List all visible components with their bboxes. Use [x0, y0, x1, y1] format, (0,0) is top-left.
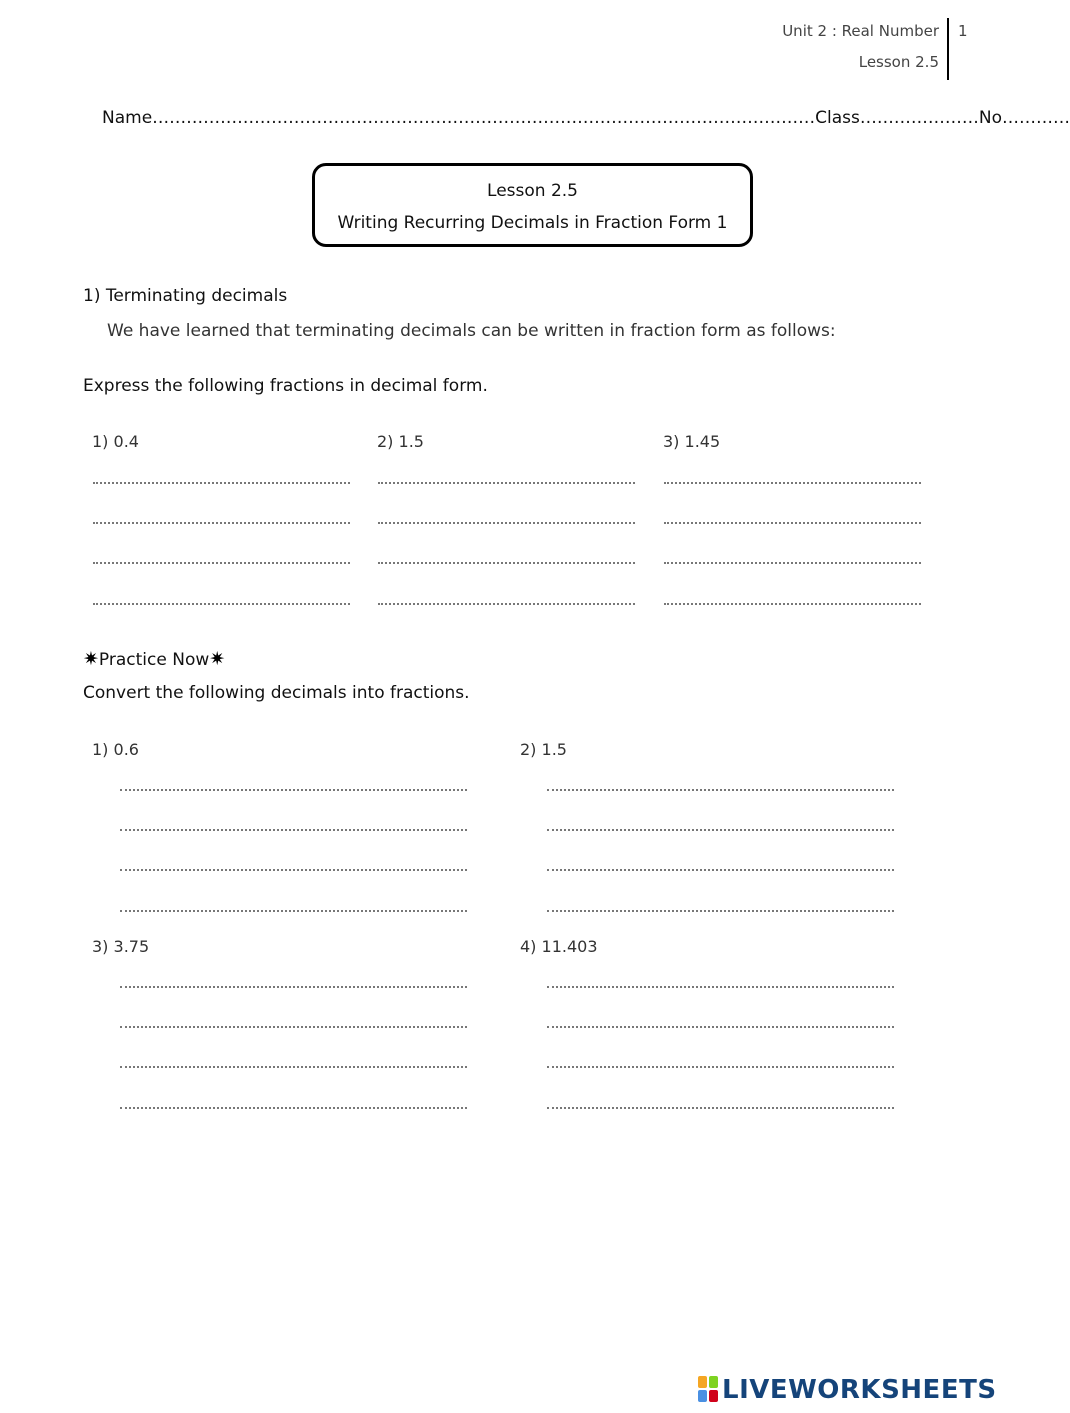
- title-lesson: Lesson 2.5: [487, 181, 578, 201]
- brand-text: LIVEWORKSHEETS: [722, 1375, 997, 1405]
- logo-block: [698, 1376, 707, 1388]
- practice-instruction: Convert the following decimals into fractions.: [83, 683, 470, 703]
- answer-line[interactable]: [120, 869, 467, 871]
- answer-line[interactable]: [378, 522, 635, 524]
- answer-line[interactable]: [378, 603, 635, 605]
- answer-line[interactable]: [547, 1107, 894, 1109]
- page-number: 1: [958, 22, 968, 40]
- name-class-no-line[interactable]: Name………………………………………………………………………………………………………Class…………………No…………: [102, 108, 1070, 128]
- answer-line[interactable]: [378, 482, 635, 484]
- title-topic: Writing Recurring Decimals in Fraction Form 1: [337, 213, 728, 233]
- star-icon: ✷: [209, 648, 226, 670]
- answer-line[interactable]: [120, 1066, 467, 1068]
- header-lesson: Lesson 2.5: [858, 53, 939, 71]
- practice-question-3: 3) 3.75: [92, 937, 150, 956]
- practice-question-1: 1) 0.6: [92, 740, 139, 759]
- answer-line[interactable]: [93, 522, 350, 524]
- answer-line[interactable]: [120, 910, 467, 912]
- liveworksheets-brand[interactable]: [698, 1375, 997, 1409]
- header-unit: Unit 2 : Real Number: [782, 22, 939, 40]
- section-heading: 1) Terminating decimals: [83, 286, 288, 306]
- answer-line[interactable]: [93, 562, 350, 564]
- header-divider: [947, 18, 949, 80]
- practice-heading: [83, 648, 225, 670]
- answer-line[interactable]: [547, 789, 894, 791]
- logo-block: [698, 1390, 707, 1402]
- answer-line[interactable]: [120, 1026, 467, 1028]
- practice-question-4: 4) 11.403: [520, 937, 598, 956]
- section1-question-3: 3) 1.45: [663, 432, 721, 451]
- section-intro: We have learned that terminating decimals can be written in fraction form as follows:: [107, 321, 836, 341]
- section1-instruction: Express the following fractions in decimal form.: [83, 376, 488, 396]
- liveworksheets-logo-icon: [698, 1376, 720, 1404]
- star-icon: ✷: [83, 648, 99, 670]
- answer-line[interactable]: [547, 829, 894, 831]
- answer-line[interactable]: [547, 986, 894, 988]
- answer-line[interactable]: [93, 482, 350, 484]
- section1-question-1: 1) 0.4: [92, 432, 139, 451]
- answer-line[interactable]: [664, 603, 921, 605]
- title-box: [312, 163, 753, 247]
- answer-line[interactable]: [120, 1107, 467, 1109]
- answer-line[interactable]: [378, 562, 635, 564]
- logo-block: [709, 1390, 718, 1402]
- answer-line[interactable]: [547, 1066, 894, 1068]
- answer-line[interactable]: [120, 986, 467, 988]
- answer-line[interactable]: [120, 829, 467, 831]
- answer-line[interactable]: [547, 910, 894, 912]
- practice-question-2: 2) 1.5: [520, 740, 567, 759]
- answer-line[interactable]: [664, 522, 921, 524]
- section1-question-2: 2) 1.5: [377, 432, 424, 451]
- answer-line[interactable]: [547, 869, 894, 871]
- logo-block: [709, 1376, 718, 1388]
- answer-line[interactable]: [120, 789, 467, 791]
- answer-line[interactable]: [664, 562, 921, 564]
- practice-label: Practice Now: [98, 650, 210, 670]
- answer-line[interactable]: [547, 1026, 894, 1028]
- answer-line[interactable]: [664, 482, 921, 484]
- answer-line[interactable]: [93, 603, 350, 605]
